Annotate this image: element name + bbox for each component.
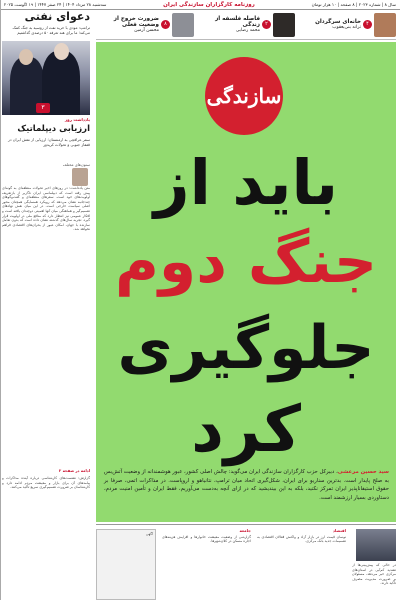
header-headline-3[interactable] [96,12,194,37]
page-number-badge: ۲ [262,20,271,29]
bottom-story-3[interactable] [162,529,251,600]
header-headline-1[interactable] [298,12,396,37]
bottom-story-text: در حالی که پیش‌بینی‌ها از تشدید کم‌آبی در استان‌های مرکزی خبر می‌دهد، مسئولان بر ضرورت مدیریت مصرف تأکید دارند. [352,563,396,586]
page-number-badge: ۸ [161,20,170,29]
header-headlines [96,10,396,40]
issue-date: سه‌شنبه ۲۸ مرداد ۱۴۰۴ | ۲۴ صفر ۱۴۴۷ | ۱۹ اگوست ۲۰۲۵ [4,2,107,7]
news-photo [2,41,90,115]
advertisement-box[interactable] [96,529,156,600]
lede-speaker-name: سید حسین مرعشی [337,469,389,475]
brand-line: روزنامه کارگزاران سازندگی ایران [163,2,255,8]
section-tag: یادداشت روز [64,117,90,122]
lede-text: ، دبیرکل حزب کارگزاران سازندگی ایران می‌گوید: چالش اصلی کشور، عبور هوشمندانه از وضعیت آتش‌بس به صلح پایدار است. بدترین سناریو برای ایران، شکل‌گیری اتحاد میان ترامپ، نتانیاهو و اروپاست. در مذاکرات اتمی، صرفا بر حقوق استیفاناپذیر ایران تمرکز نکنید، بلکه به این بیندیشید که در ازای آنچه به‌دست می‌آوریم، فقط ایران و تأمین امنیت مردم، دستاوردی بسیار ارزشمند است. [104,469,389,501]
header-headline-title: ضرورت خروج از وضعیت فعلی [113,15,159,28]
left-headline[interactable]: دعوای نفتی [24,10,90,23]
section-tag: اقتصاد [332,529,346,533]
bottom-story-text: گزارشی از وضعیت معیشت خانوارها و افزایش هزینه‌های اجاره مسکن در کلان‌شهرها. [162,534,251,544]
left-foot-body: گزارش: نشست‌های کارشناسی درباره آینده مذاکرات و پیامدهای آن برای بازار و معیشت مردم ادامه دارد و کارشناسان بر ضرورت تصمیم‌گیری سریع تأکید می‌کنند. [2,476,90,490]
header-headline-title: خانه‌ای سرگردان [315,18,361,25]
header-headline-title: فاصله فلسفه از زندگی [215,15,260,28]
masthead-logo-text: سازندگی [206,84,282,108]
bottom-photo [356,529,396,561]
bottom-story-text: نوسان قیمت ارز در بازار آزاد و واکنش فعالان اقتصادی به تصمیمات جدید بانک مرکزی. [257,534,346,544]
main-headline-line-4: کرد [191,393,301,467]
bottom-strip [96,524,396,600]
page-number-badge: ۴ [363,20,372,29]
section-tag: جامعه [239,529,251,533]
bottom-story-2[interactable] [257,529,346,600]
header-headline-author: ترانه بنی‌یعقوب [332,24,361,30]
left-subheadline[interactable]: ارزیابی دیپلماتیک [17,124,90,134]
author-photo [172,13,194,37]
left-lede: ترامپ: مودی با خرید نفت از روسیه به جنگ کمک می‌کند؛ ما برای هند تعرفه ۵۰ درصدی گذاشتیم [12,25,90,35]
author-photo [273,13,295,37]
main-headline-line-2: جنگ دوم [114,227,378,297]
continued-tag: ادامه در صفحه ۲ [58,468,90,473]
columnist-avatar [72,168,88,186]
author-photo [374,13,396,37]
left-column-body: متن یادداشت: در روزهای اخیر تحولات منطقه‌ای به گونه‌ای پیش رفته است که دیپلماسی ایران ناگزیر از بازتعریف اولویت‌های خود است. سفرهای منطقه‌ای و گفت‌وگوهای چندجانبه نشان می‌دهد که رویکرد همسایگی همچنان محور اصلی سیاست خارجی است. در این میان نقش نهادهای تصمیم‌گیر و هماهنگی میان آنها اهمیتی دوچندان یافته است و افکار عمومی نیز انتظار دارد که منافع ملی در اولویت قرار گیرد. تجربه سال‌های گذشته نشان داده است که بدون تعامل سازنده با جهان، امکان عبور از بحران‌های اقتصادی فراهم نخواهد شد. [2,186,90,232]
main-headline-line-1: باید از [153,146,339,219]
advertisement-label: آگهی [145,532,153,536]
main-headline-line-3: جلوگیری [117,313,375,383]
column-tag: ستون‌های مختلف [62,162,90,167]
page-number-badge: ۳ [36,103,50,113]
header-headline-author: محمد رضایی [235,27,260,33]
left-subheadline-text: سفر عراقچی به ارمنستان؛ ارزیابی از نقش ایران در قفقاز جنوبی و تحولات کریدور [8,137,90,147]
masthead-logo [205,57,283,135]
main-lede [104,468,389,502]
issue-number: سال ۸ | شماره ۲۰۲۳ | ۸ صفحه | ۱۰ هزار تومان [311,2,396,7]
header-headline-author: محسن آرمین [134,27,159,33]
bottom-photo-story[interactable] [352,529,396,600]
header-headline-2[interactable] [197,12,295,37]
